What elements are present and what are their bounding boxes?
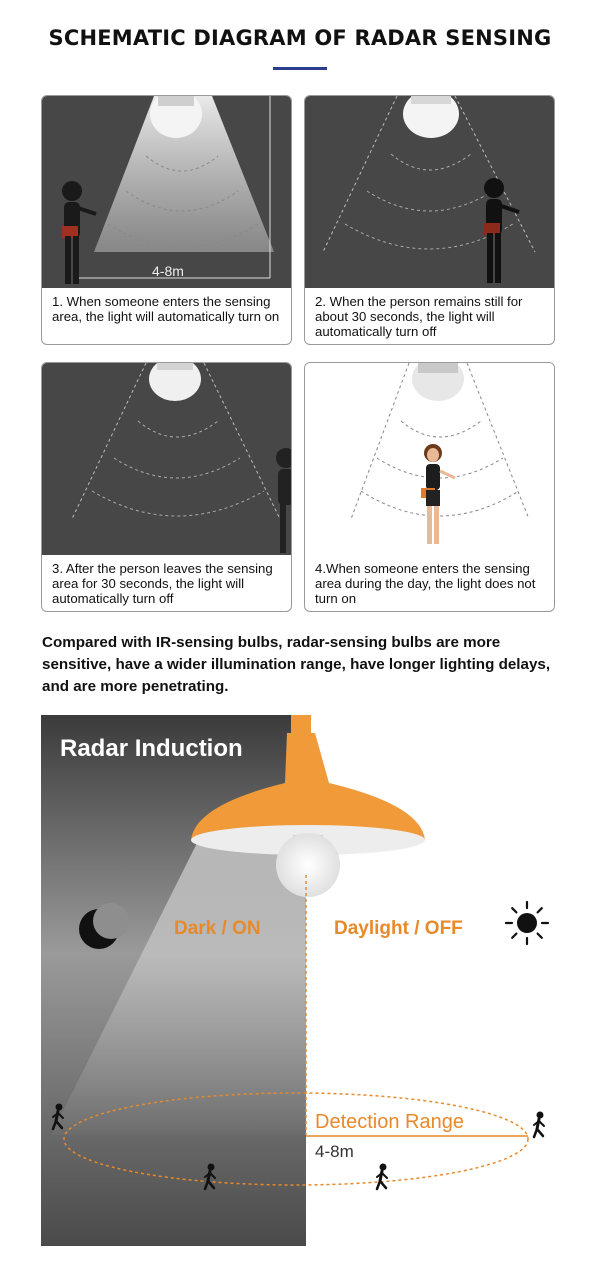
panel-3 [41,362,292,612]
distance-label: 4-8m [152,263,184,279]
panel-2 [304,95,555,345]
dark-on-label: Dark / ON [174,918,261,939]
panel-4 [304,362,555,612]
page-title: SCHEMATIC DIAGRAM OF RADAR SENSING [48,26,552,50]
panel-1-illustration [42,96,292,288]
panel-4-illustration [305,363,555,555]
sun-icon [506,902,548,944]
panel-1-caption: 1. When someone enters the sensing area, the light will automatically turn on [52,294,280,324]
daylight-off-label: Daylight / OFF [334,918,463,939]
panel-3-caption: 3. After the person leaves the sensing area for 30 seconds, the light will automatically turn off [52,561,273,606]
comparison-text: Compared with IR-sensing bulbs, radar-sensing bulbs are more sensitive, have a wider illumination range, have longer lighting delays, and are more penetrating. [42,634,551,695]
panel-1 [41,95,292,345]
panel-2-caption: 2. When the person remains still for about 30 seconds, the light will automatically turn off [315,294,523,339]
title-underline [273,67,327,70]
detection-distance-label: 4-8m [315,1142,354,1161]
panel-3-illustration [42,363,292,555]
panel-4-caption: 4.When someone enters the sensing area during the day, the light does not turn on [315,561,536,606]
hero-title: Radar Induction [60,735,243,762]
detection-range-label: Detection Range [315,1111,464,1133]
radar-induction-illustration [41,715,559,1246]
panel-2-illustration [305,96,555,288]
